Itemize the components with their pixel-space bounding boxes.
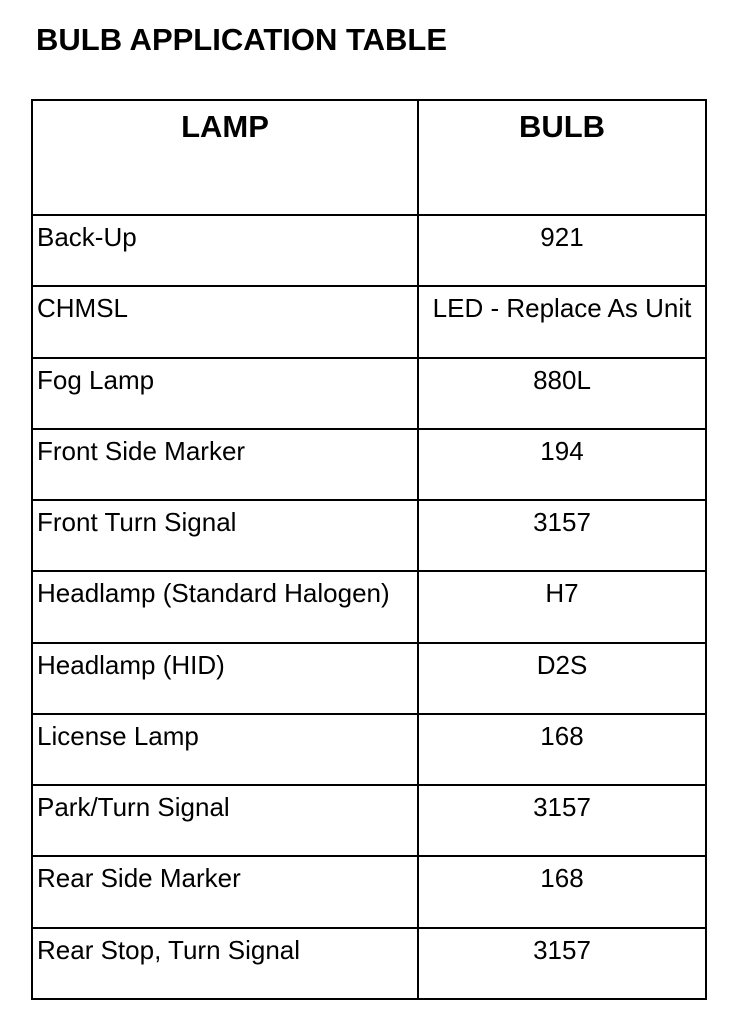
- lamp-cell: Back-Up: [32, 215, 418, 286]
- bulb-cell: 3157: [418, 785, 706, 856]
- table-row: [32, 928, 706, 999]
- table-row: [32, 215, 706, 286]
- table-row: [32, 856, 706, 927]
- table-row: [32, 358, 706, 429]
- lamp-cell: License Lamp: [32, 714, 418, 785]
- table-row: [32, 429, 706, 500]
- bulb-cell: H7: [418, 571, 706, 642]
- column-header-lamp: LAMP: [32, 100, 418, 215]
- lamp-cell: CHMSL: [32, 286, 418, 357]
- bulb-cell: D2S: [418, 643, 706, 714]
- bulb-cell: 880L: [418, 358, 706, 429]
- lamp-cell: Front Side Marker: [32, 429, 418, 500]
- table-row: [32, 286, 706, 357]
- bulb-cell: 168: [418, 856, 706, 927]
- page-title: BULB APPLICATION TABLE: [36, 22, 448, 57]
- table-row: [32, 714, 706, 785]
- bulb-cell: 3157: [418, 928, 706, 999]
- lamp-cell: Rear Side Marker: [32, 856, 418, 927]
- lamp-cell: Headlamp (HID): [32, 643, 418, 714]
- table-row: [32, 571, 706, 642]
- lamp-cell: Headlamp (Standard Halogen): [32, 571, 418, 642]
- lamp-cell: Front Turn Signal: [32, 500, 418, 571]
- table-header-row: [32, 100, 706, 215]
- lamp-cell: Park/Turn Signal: [32, 785, 418, 856]
- bulb-cell: LED - Replace As Unit: [418, 286, 706, 357]
- column-header-bulb: BULB: [418, 100, 706, 215]
- bulb-application-table: [31, 99, 707, 1000]
- lamp-cell: Rear Stop, Turn Signal: [32, 928, 418, 999]
- bulb-cell: 3157: [418, 500, 706, 571]
- table-row: [32, 785, 706, 856]
- lamp-cell: Fog Lamp: [32, 358, 418, 429]
- bulb-cell: 168: [418, 714, 706, 785]
- table-row: [32, 643, 706, 714]
- bulb-cell: 921: [418, 215, 706, 286]
- table-row: [32, 500, 706, 571]
- bulb-cell: 194: [418, 429, 706, 500]
